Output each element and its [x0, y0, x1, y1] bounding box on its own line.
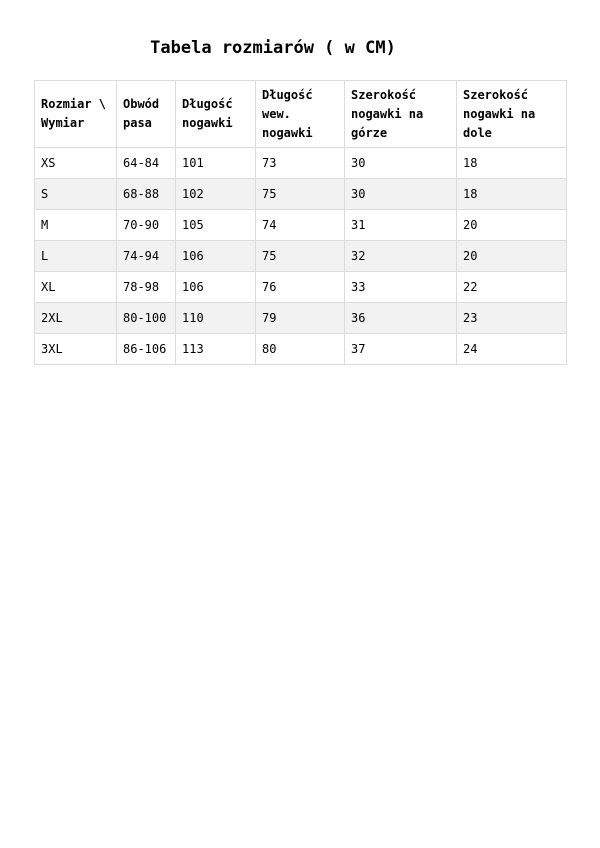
table-cell: 33: [345, 272, 457, 303]
table-cell: S: [35, 179, 117, 210]
table-row: [35, 210, 567, 241]
table-cell: 106: [176, 272, 256, 303]
size-table-body: [35, 148, 567, 365]
table-cell: 86-106: [117, 334, 176, 365]
table-cell: 75: [256, 179, 345, 210]
table-row: [35, 303, 567, 334]
table-cell: 22: [457, 272, 567, 303]
table-cell: 105: [176, 210, 256, 241]
header-leg-length: Długość nogawki: [176, 81, 256, 148]
table-cell: 36: [345, 303, 457, 334]
table-cell: XS: [35, 148, 117, 179]
table-row: [35, 334, 567, 365]
table-row: [35, 241, 567, 272]
table-cell: 102: [176, 179, 256, 210]
header-row: [35, 81, 567, 148]
table-row: [35, 272, 567, 303]
table-cell: 78-98: [117, 272, 176, 303]
table-cell: 74-94: [117, 241, 176, 272]
table-cell: 68-88: [117, 179, 176, 210]
table-cell: 80-100: [117, 303, 176, 334]
table-cell: M: [35, 210, 117, 241]
size-table-header: [35, 81, 567, 148]
table-cell: 20: [457, 241, 567, 272]
table-cell: XL: [35, 272, 117, 303]
table-cell: 80: [256, 334, 345, 365]
table-cell: 73: [256, 148, 345, 179]
table-row: [35, 148, 567, 179]
table-cell: 37: [345, 334, 457, 365]
table-cell: 101: [176, 148, 256, 179]
table-cell: 20: [457, 210, 567, 241]
table-cell: 30: [345, 179, 457, 210]
table-cell: 3XL: [35, 334, 117, 365]
table-cell: 31: [345, 210, 457, 241]
table-cell: 30: [345, 148, 457, 179]
table-cell: 2XL: [35, 303, 117, 334]
table-cell: 18: [457, 179, 567, 210]
table-cell: 32: [345, 241, 457, 272]
table-cell: 18: [457, 148, 567, 179]
table-row: [35, 179, 567, 210]
table-cell: 74: [256, 210, 345, 241]
header-leg-width-bottom: Szerokość nogawki na dole: [457, 81, 567, 148]
header-size-dimension: Rozmiar \ Wymiar: [35, 81, 117, 148]
table-cell: 70-90: [117, 210, 176, 241]
table-cell: 64-84: [117, 148, 176, 179]
table-cell: 76: [256, 272, 345, 303]
header-inseam-length: Długość wew. nogawki: [256, 81, 345, 148]
table-cell: 106: [176, 241, 256, 272]
page-title: Tabela rozmiarów ( w CM): [150, 38, 396, 58]
table-cell: 23: [457, 303, 567, 334]
table-cell: 79: [256, 303, 345, 334]
table-cell: 113: [176, 334, 256, 365]
header-leg-width-top: Szerokość nogawki na górze: [345, 81, 457, 148]
table-cell: 75: [256, 241, 345, 272]
header-waist: Obwód pasa: [117, 81, 176, 148]
table-cell: 24: [457, 334, 567, 365]
table-cell: 110: [176, 303, 256, 334]
size-table: [34, 80, 567, 365]
table-cell: L: [35, 241, 117, 272]
